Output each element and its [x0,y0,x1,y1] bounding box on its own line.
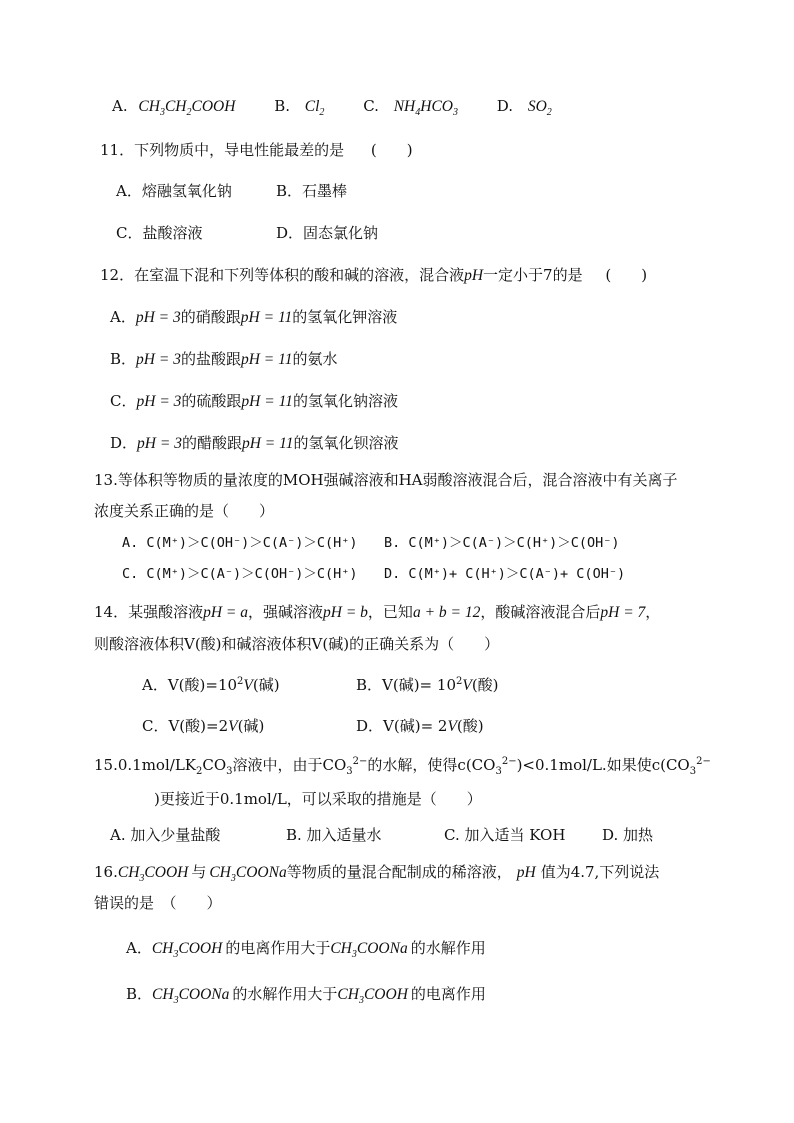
q14-option-a: A．V(酸)$=10^2V$(碱) [142,676,280,694]
q10-option-d-formula: $SO_2$ [527,98,552,119]
q12-option-d: D．pH = 3的醋酸跟pH = 11的氢氧化钡溶液 [110,434,399,452]
q15-option-b: B. 加入适量水 [286,826,382,844]
q11-option-c: C．盐酸溶液 [116,224,203,242]
q11-option-a: A．熔融氢氧化钠 [116,182,232,200]
q10-option-c-label: C. [363,97,379,115]
q11-answer-bracket: ( ) [370,141,413,159]
q11-stem [100,140,413,160]
q10-option-c-formula: $NH_4HCO_3$ [393,98,458,119]
q10-options [112,96,552,117]
q13-option-a: A. C(M⁺)＞C(OH⁻)＞C(A⁻)＞C(H⁺) [122,535,358,551]
q12-stem-ph: pH [464,267,484,284]
q16-stem-line1: $16.CH_3COOH$ 与 $CH_3COONa$等物质的量混合配制成的稀溶液， pH 值为4.7,下列说法 [94,863,660,885]
q14-option-d: D．V(碱)= 2V(酸) [356,717,484,735]
q16-option-b: B．$CH_3COONa$ 的水解作用大于$CH_3COOH$ 的电离作用 [126,985,486,1007]
q15-option-d: D. 加热 [602,826,654,844]
q13-option-c: C. C(M⁺)＞C(A⁻)＞C(OH⁻)＞C(H⁺) [122,566,358,582]
q12-option-a: A．pH = 3的硝酸跟pH = 11的氢氧化钾溶液 [110,308,398,326]
q15-option-c: C. 加入适当 KOH [444,826,566,844]
q11-stem-text: 11．下列物质中，导电性能最差的是 [100,141,345,159]
q10-option-a-formula: $CH_3CH_2COOH$ [138,98,236,119]
q12-option-c: C．pH = 3的硫酸跟pH = 11的氢氧化钠溶液 [110,392,398,410]
q10-option-b-formula: $Cl_2$ [304,98,325,119]
q14-stem-line2: 则酸溶液体积V(酸)和碱溶液体积V(碱)的正确关系为（ ） [94,635,500,653]
q13-option-b: B. C(M⁺)＞C(A⁻)＞C(H⁺)＞C(OH⁻) [384,535,620,551]
q13-stem-line2: 浓度关系正确的是（ ） [94,502,275,520]
q14-stem-line1: 14．某强酸溶液pH = a，强碱溶液pH = b，已知a + b = 12，酸碱溶液混合后pH = 7， [94,603,661,621]
q12-stem-pre: 12．在室温下混和下列等体积的酸和碱的溶液，混合液 [100,266,465,284]
q10-option-a-label: A. [112,97,128,115]
q15-stem-line1: $15.0.1mol/LK_2CO_3$溶液中，由于$CO_3^{2-}$的水解，使得$c(CO_3^{2-})<0.1mol/L$.如果使$c(CO_3^{2-}$ [94,756,711,777]
q11-option-b: B．石墨棒 [276,182,348,200]
q15-option-a: A. 加入少量盐酸 [110,826,221,844]
q13-option-d: D. C(M⁺)+ C(H⁺)＞C(A⁻)+ C(OH⁻) [384,566,626,582]
q12-stem [100,265,647,286]
q15-stem-line2: )更接近于0.1mol/L，可以采取的措施是（ ） [154,790,482,808]
q12-option-b: B．pH = 3的盐酸跟pH = 11的氨水 [110,350,338,368]
q10-option-d-label: D. [496,97,514,115]
q11-option-d: D．固态氯化钠 [276,224,379,242]
q14-option-b: B．V(碱)= $10^2V$(酸) [356,676,499,694]
q13-stem-line1: 13.等体积等物质的量浓度的MOH强碱溶液和HA弱酸溶液混合后，混合溶液中有关离子 [94,471,678,489]
q12-stem-post: 一定小于7的是 [483,266,583,284]
q16-option-a: A．$CH_3COOH$ 的电离作用大于$CH_3COONa$ 的水解作用 [126,939,486,961]
q14-option-c: C．V(酸)=2V(碱) [142,717,265,735]
q16-stem-line2: 错误的是 （ ） [94,894,222,912]
q12-answer-bracket: ( ) [605,266,648,284]
q10-option-b-label: B. [274,97,290,115]
